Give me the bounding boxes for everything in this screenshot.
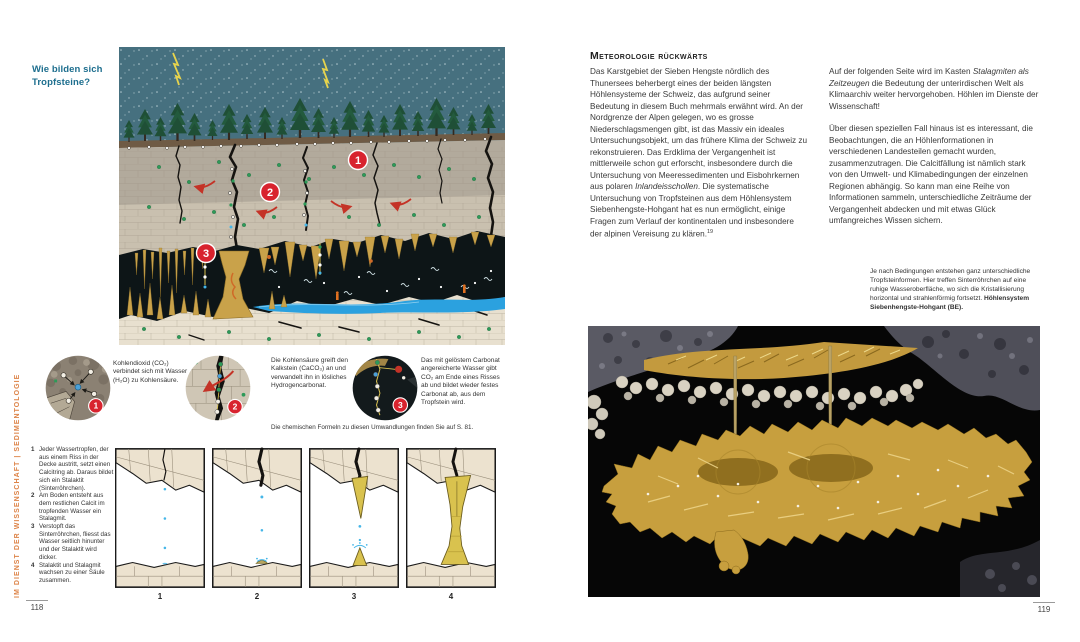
list-item: 2 Am Boden entsteht aus dem restlichen Calcit im tropfenden Wasser ein Stalagmit. bbox=[31, 492, 105, 523]
step-3-text: Das mit gelöstem Carbonat angereicherte Wasser gibt CO₂ am Ende eines Risses ab und bildet wieder festes Carbonat ab, aus dem Tropfstein wird. bbox=[421, 357, 500, 407]
svg-text:3: 3 bbox=[202, 247, 210, 260]
cave-photo bbox=[588, 326, 1040, 597]
formation-panel-4 bbox=[406, 447, 496, 589]
page-number-left: 118 bbox=[26, 600, 48, 612]
formation-panel-3 bbox=[309, 447, 399, 589]
list-item: 1 Jeder Wassertropfen, der aus einem Riss in der Decke austritt, setzt einen Calcitring ab. Daraus bildet sich ein Stalaktit (Sinterröhrchen). bbox=[31, 446, 114, 492]
formula-note: Die chemischen Formeln zu diesen Umwandlungen finden Sie auf S. 81. bbox=[271, 424, 474, 431]
svg-text:1: 1 bbox=[93, 400, 99, 411]
text-column-2 bbox=[829, 66, 1040, 227]
water-molecule-dot bbox=[75, 384, 81, 390]
badge-1 bbox=[349, 151, 368, 170]
svg-text:2: 2 bbox=[232, 401, 238, 412]
badge-3 bbox=[197, 244, 216, 263]
page-number-rule bbox=[26, 600, 48, 601]
badge-2 bbox=[261, 183, 280, 202]
step-badge-3 bbox=[393, 398, 407, 412]
formation-panel-2 bbox=[212, 447, 302, 589]
photo-caption: Je nach Bedingungen entstehen ganz unterschiedliche Tropfsteinformen. Hier treffen Sinterröhrchen auf eine ruhige Wasseroberfläche, wo sich die Kristallisierung horizontal und strahlenförmig fortsetzt. Höhlensystem Siebenhengste-Hohgant (BE). bbox=[862, 262, 1041, 319]
co2-release-dot bbox=[395, 366, 402, 373]
text-column-1: Das Karstgebiet der Sieben Hengste nördlich des Thunersees beherbergt eines der beiden längsten Höhlensysteme der Schweiz, das aufgrund seiner Bedeutung in diesem Buch mehrmals erwähnt wird. An der Nordgrenze der Alpen gelegen, wo es grosse Niederschlagsmengen gibt, ist das Massiv ein ideales Untersuchungsobjekt, um das frühere Klima der Schweiz zu rekonstruieren. Das Erdklima der Vergangenheit ist mittlerweile schon gut erforscht, insbesondere durch die Untersuchung von Meeressedimenten und Eisbohrkernen aus polaren Inlandeisschollen. Die systematische Untersuchung von Tropfsteinen aus dem Höhlensystem Siebenhengste-Hohgant hat es nun ermöglicht, einige Fragen zum Verlauf der kontinentalen und insbesondere der alpinen Vereisung zu klären.$^{19}$ bbox=[590, 67, 808, 239]
step-badge-1 bbox=[89, 399, 103, 413]
list-item: 4 Stalaktit und Stalagmit wachsen zu einer Säule zusammen. bbox=[31, 561, 105, 584]
formation-panel-1 bbox=[115, 447, 205, 589]
svg-text:3: 3 bbox=[397, 399, 403, 410]
panel-number-3: 3 bbox=[351, 592, 357, 601]
panel-number-2: 2 bbox=[254, 592, 260, 601]
karst-cross-section-illustration bbox=[119, 47, 505, 345]
step-1-text: Kohlendioxid (CO₂) verbindet sich mit Wasser (H₂O) zu Kohlensäure. bbox=[113, 360, 188, 384]
footnote-marker: 19 bbox=[706, 229, 714, 235]
process-circle-3 bbox=[351, 354, 419, 422]
step-2-text: Die Kohlensäure greift den Kalkstein (CaCO₃) an und verwandelt ihn in lösliches Hydrogencarbonat. bbox=[271, 357, 348, 390]
panel-number-1: 1 bbox=[157, 592, 163, 601]
page-number-rule bbox=[1033, 602, 1055, 603]
stage-list bbox=[31, 446, 115, 585]
section-heading: Meteorologie rückwärts bbox=[590, 50, 708, 62]
page-number-right: 119 bbox=[1033, 602, 1055, 614]
svg-text:2: 2 bbox=[266, 186, 274, 199]
list-item: 3 Verstopft das Sinterröhrchen, fliesst das Wasser seitlich hinunter und der Stalaktit wird dicker. bbox=[31, 523, 111, 561]
process-circle-2 bbox=[184, 354, 252, 422]
process-circle-1 bbox=[44, 354, 112, 422]
paragraph: Auf der folgenden Seite wird im Kasten Stalagmiten als Zeitzeugen die Bedeutung der unterirdischen Welt als Klimaarchiv weiter hervorgehoben. Höhlen im Dienste der Wissenschaft! bbox=[829, 67, 1039, 111]
sidebar-vertical-label: IM DIENST DER WISSENSCHAFT | SEDIMENTOLOGIE bbox=[14, 373, 21, 598]
step-badge-2 bbox=[228, 399, 242, 413]
svg-text:1: 1 bbox=[354, 154, 362, 167]
panel-number-4: 4 bbox=[448, 592, 454, 601]
paragraph: Über diesen speziellen Fall hinaus ist es interessant, die Beobachtungen, die an Höhlenformationen in verschiedenen Landesteilen gemacht wurden, zusammenzutragen. Die Calcitfällung ist nämlich stark von den Umwelt- und Klimabedingungen der einzelnen Regionen abhängig. So kann man eine Reihe von Informationen sammeln, unterschiedliche Zeiträume der Vergangenheit abdecken und mit etwas Glück umfangreiches Wissen sichern. bbox=[829, 124, 1033, 225]
page-title: Wie bilden sich Tropfsteine? bbox=[32, 64, 103, 88]
